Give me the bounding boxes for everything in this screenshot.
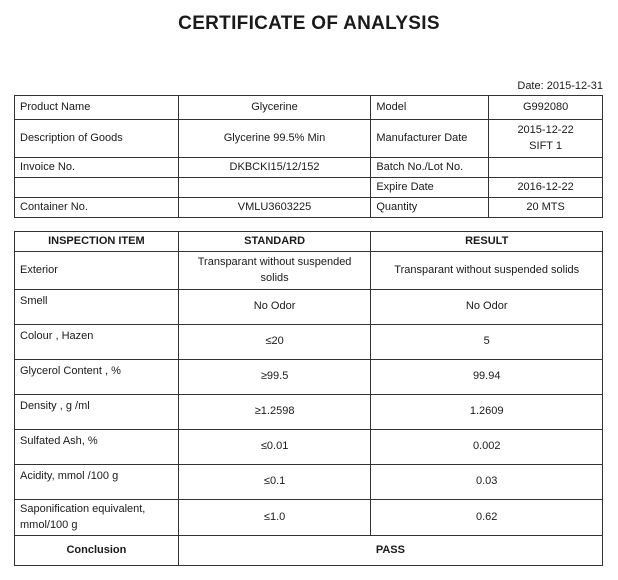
header-inspection-item: INSPECTION ITEM: [15, 232, 179, 252]
document-title: CERTIFICATE OF ANALYSIS: [178, 13, 440, 34]
inspection-row: [15, 395, 603, 430]
inspection-item: Sulfated Ash, %: [15, 430, 179, 465]
inspection-item: Exterior: [15, 252, 179, 290]
inspection-row: [15, 430, 603, 465]
expire-label: Expire Date: [371, 178, 489, 198]
inspection-standard: ≤0.1: [178, 465, 371, 500]
empty-cell: [178, 178, 371, 198]
inspection-item: Colour , Hazen: [15, 325, 179, 360]
invoice-label: Invoice No.: [15, 158, 179, 178]
inspection-item: Acidity, mmol /100 g: [15, 465, 179, 500]
description-label: Description of Goods: [15, 120, 179, 158]
info-row-invoice: [15, 158, 603, 178]
inspection-row: [15, 252, 603, 290]
model-label: Model: [371, 96, 489, 120]
inspection-standard: ≤0.01: [178, 430, 371, 465]
expire-value: 2016-12-22: [489, 178, 603, 198]
batch-label: Batch No./Lot No.: [371, 158, 489, 178]
inspection-table: [14, 231, 603, 566]
inspection-row: [15, 500, 603, 536]
empty-cell: [15, 178, 179, 198]
inspection-standard: ≥99.5: [178, 360, 371, 395]
inspection-item: Glycerol Content , %: [15, 360, 179, 395]
invoice-value: DKBCKI15/12/152: [178, 158, 371, 178]
inspection-result: 99.94: [371, 360, 603, 395]
info-row-expire: [15, 178, 603, 198]
inspection-header-row: [15, 232, 603, 252]
header-result: RESULT: [371, 232, 603, 252]
inspection-result: Transparant without suspended solids: [371, 252, 603, 290]
manufacturer-date-label: Manufacturer Date: [371, 120, 489, 158]
inspection-item: Saponification equivalent, mmol/100 g: [15, 500, 179, 536]
quantity-label: Quantity: [371, 198, 489, 218]
inspection-standard: Transparant without suspended solids: [178, 252, 371, 290]
container-value: VMLU3603225: [178, 198, 371, 218]
info-row-product: [15, 96, 603, 120]
inspection-item: Smell: [15, 290, 179, 325]
inspection-result: No Odor: [371, 290, 603, 325]
manufacturer-date-value: 2015-12-22: [517, 123, 574, 136]
info-row-container: [15, 198, 603, 218]
description-value: Glycerine 99.5% Min: [178, 120, 371, 158]
product-name-label: Product Name: [15, 96, 179, 120]
inspection-row: [15, 360, 603, 395]
quantity-value: 20 MTS: [489, 198, 603, 218]
conclusion-row: [15, 536, 603, 566]
inspection-standard: No Odor: [178, 290, 371, 325]
inspection-row: [15, 290, 603, 325]
batch-value: [489, 158, 603, 178]
manufacturer-date-cell: [489, 120, 603, 158]
info-row-description: [15, 120, 603, 158]
container-label: Container No.: [15, 198, 179, 218]
inspection-result: 5: [371, 325, 603, 360]
inspection-item: Density , g /ml: [15, 395, 179, 430]
conclusion-value: PASS: [178, 536, 602, 566]
inspection-result: 1.2609: [371, 395, 603, 430]
inspection-result: 0.002: [371, 430, 603, 465]
header-standard: STANDARD: [178, 232, 371, 252]
inspection-standard: ≥1.2598: [178, 395, 371, 430]
conclusion-label: Conclusion: [15, 536, 179, 566]
inspection-standard: ≤20: [178, 325, 371, 360]
product-info-table: [14, 95, 603, 218]
inspection-row: [15, 465, 603, 500]
inspection-standard: ≤1.0: [178, 500, 371, 536]
document-date: Date: 2015-12-31: [517, 80, 603, 92]
product-name-value: Glycerine: [178, 96, 371, 120]
model-value: G992080: [489, 96, 603, 120]
inspection-row: [15, 325, 603, 360]
inspection-result: 0.03: [371, 465, 603, 500]
inspection-result: 0.62: [371, 500, 603, 536]
manufacturer-date-note: SIFT 1: [529, 139, 562, 152]
